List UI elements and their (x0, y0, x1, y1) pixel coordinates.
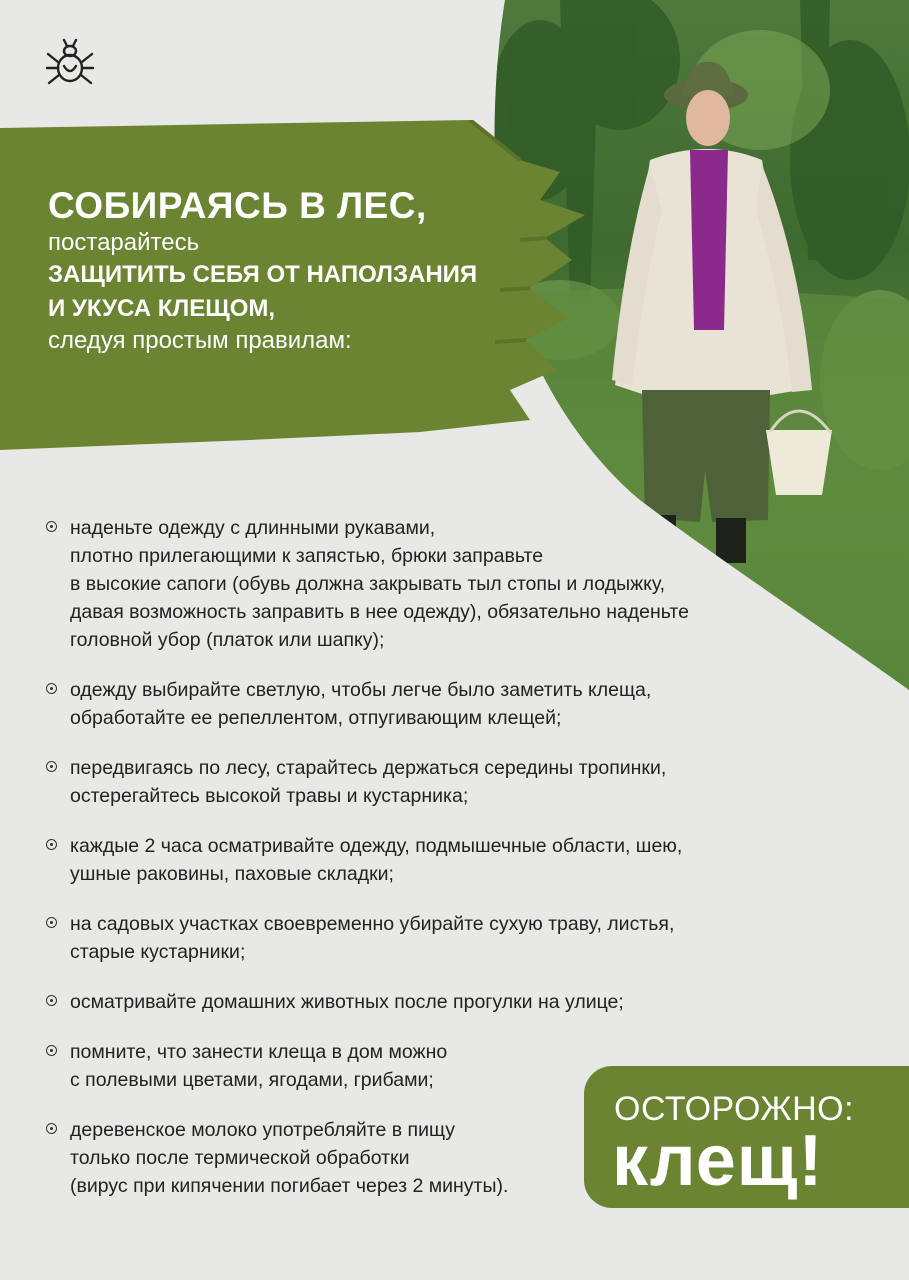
list-item: деревенское молоко употребляйте в пищу только после термической обработки (вирус при кипячении погибает через 2 минуты). (46, 1116, 806, 1200)
bullet-circle-icon (46, 521, 57, 532)
list-item: на садовых участках своевременно убирайте сухую траву, листья, старые кустарники; (46, 910, 806, 966)
bullet-circle-icon (46, 839, 57, 850)
list-item: осматривайте домашних животных после прогулки на улице; (46, 988, 806, 1016)
headline-title: СОБИРАЯСЬ В ЛЕС, (48, 185, 427, 226)
tick-icon (44, 38, 96, 88)
bullet-circle-icon (46, 1123, 57, 1134)
headline-footer: следуя простым правилам: (48, 327, 352, 354)
list-item: передвигаясь по лесу, старайтесь держаться середины тропинки, остерегайтесь высокой травы и кустарника; (46, 754, 806, 810)
headline-subtitle: постарайтесь (48, 229, 200, 256)
headline-emphasis-1: ЗАЩИТИТЬ СЕБЯ ОТ НАПОЛЗАНИЯ (48, 261, 478, 288)
bullet-circle-icon (46, 917, 57, 928)
list-item: помните, что занести клеща в дом можно с полевыми цветами, ягодами, грибами; (46, 1038, 806, 1094)
warning-badge (584, 1066, 909, 1208)
bullet-circle-icon (46, 1045, 57, 1056)
headline-emphasis-2: И УКУСА КЛЕЩОМ, (48, 295, 276, 322)
warning-badge-top: ОСТОРОЖНО: (614, 1090, 855, 1128)
list-item: наденьте одежду с длинными рукавами, плотно прилегающими к запястью, брюки заправьте в высокие сапоги (обувь должна закрывать тыл стопы и лодыжку, давая возможность заправить в нее одежду), обязательно наденьте головной убор (платок или шапку); (46, 514, 806, 654)
bullet-circle-icon (46, 683, 57, 694)
bullet-circle-icon (46, 995, 57, 1006)
bullet-circle-icon (46, 761, 57, 772)
warning-badge-bottom: клещ! (612, 1121, 824, 1201)
list-item: каждые 2 часа осматривайте одежду, подмышечные области, шею, ушные раковины, паховые складки; (46, 832, 806, 888)
list-item: одежду выбирайте светлую, чтобы легче было заметить клеща, обработайте ее репеллентом, отпугивающим клещей; (46, 676, 806, 732)
headline (48, 184, 568, 356)
